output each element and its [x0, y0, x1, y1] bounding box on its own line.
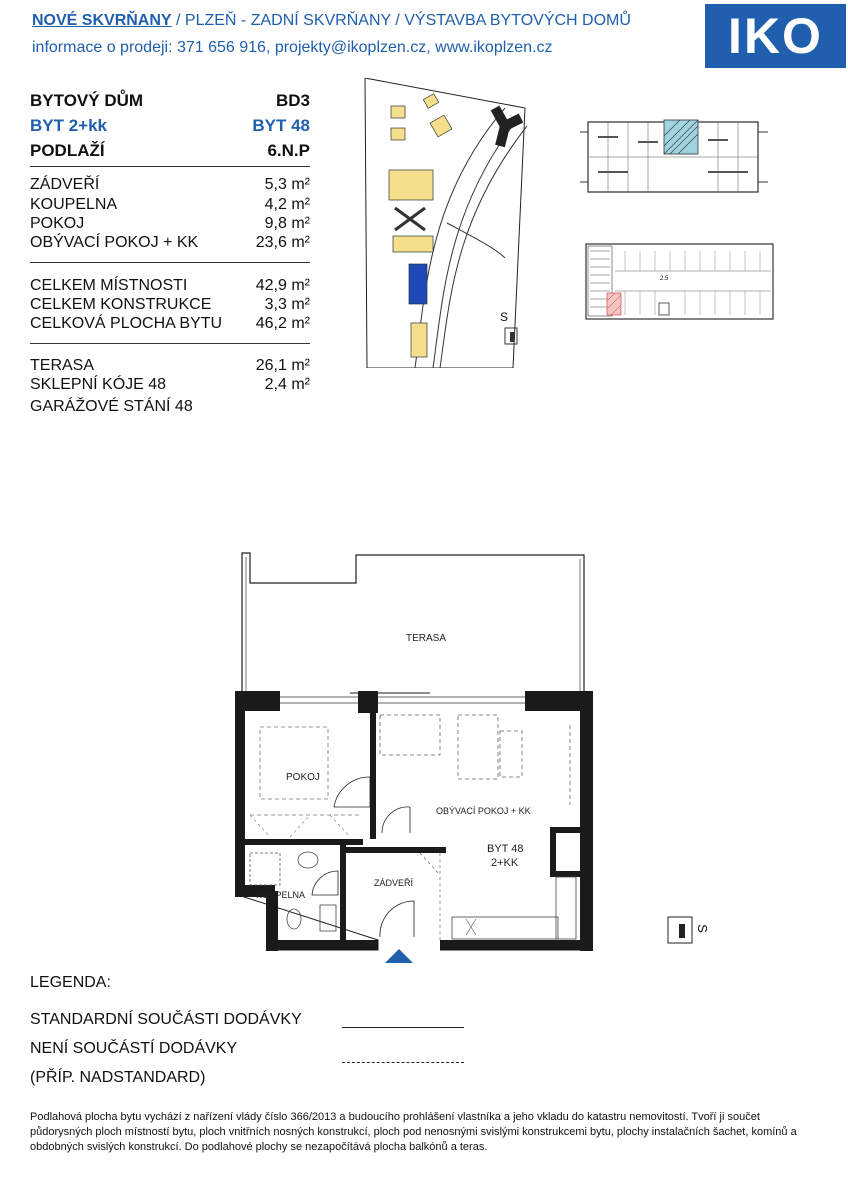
- room-label-unit: BYT 48: [487, 843, 524, 855]
- unit-row: [30, 116, 310, 136]
- garage-space-label: 2.5: [660, 276, 669, 282]
- total-area: 3,3 m²: [264, 296, 310, 313]
- extra-name: TERASA: [30, 357, 95, 374]
- project-subtitle: / PLZEŇ - ZADNÍ SKVRŇANY / VÝSTAVBA BYTOVÝCH DOMŮ: [171, 12, 631, 29]
- building-value: BD3: [275, 91, 310, 110]
- project-name[interactable]: NOVÉ SKVRŇANY: [32, 12, 172, 29]
- extra-row: [30, 357, 310, 375]
- separator: [30, 166, 310, 167]
- iko-logo: IKO: [705, 4, 846, 68]
- separator: [30, 343, 310, 344]
- legend-solid-line: [342, 1027, 464, 1028]
- room-row: [30, 234, 310, 252]
- legend-not-included: NENÍ SOUČÁSTÍ DODÁVKY: [30, 1040, 238, 1057]
- building-label: BYTOVÝ DŮM: [30, 91, 144, 110]
- room-label-living: OBÝVACÍ POKOJ + KK: [436, 806, 531, 816]
- contact-info: informace o prodeji: 371 656 916, projekty@ikoplzen.cz, www.ikoplzen.cz: [32, 39, 553, 56]
- legend-dashed-line: [342, 1062, 464, 1063]
- room-label-bathroom: KOUPELNA: [256, 890, 306, 900]
- total-name: CELKOVÁ PLOCHA BYTU: [30, 315, 223, 332]
- total-row: [30, 296, 310, 314]
- room-label-bedroom: POKOJ: [286, 772, 320, 783]
- room-name: KOUPELNA: [30, 196, 118, 213]
- room-area: 5,3 m²: [264, 176, 310, 193]
- extra-name: SKLEPNÍ KÓJE 48: [30, 376, 167, 393]
- room-area: 23,6 m²: [255, 234, 310, 251]
- room-area: 4,2 m²: [264, 196, 310, 213]
- room-row: [30, 196, 310, 214]
- separator: [30, 262, 310, 263]
- room-name: ZÁDVEŘÍ: [30, 176, 100, 193]
- floor-plan: [230, 545, 600, 965]
- site-plan: [355, 78, 535, 368]
- room-row: [30, 176, 310, 194]
- legend-title: LEGENDA:: [30, 974, 111, 991]
- room-area: 9,8 m²: [264, 215, 310, 232]
- extra-area: 26,1 m²: [255, 357, 310, 374]
- total-name: CELKEM MÍSTNOSTI: [30, 277, 188, 294]
- floor-row: [30, 141, 310, 161]
- floor-label: PODLAŽÍ: [30, 141, 105, 160]
- extra-row: [30, 376, 310, 394]
- room-label-unit-type: 2+KK: [491, 857, 519, 869]
- room-name: OBÝVACÍ POKOJ + KK: [30, 234, 199, 251]
- legend-optional: (PŘÍP. NADSTANDARD): [30, 1069, 206, 1086]
- extra-row: [30, 398, 310, 416]
- total-row: [30, 277, 310, 295]
- garage-plan: [585, 243, 775, 321]
- total-name: CELKEM KONSTRUKCE: [30, 296, 212, 313]
- unit-label: BYT 2+kk: [30, 116, 108, 135]
- building-row: [30, 91, 310, 111]
- total-area: 46,2 m²: [255, 315, 310, 332]
- unit-value: BYT 48: [252, 116, 310, 135]
- total-area: 42,9 m²: [255, 277, 310, 294]
- total-row: [30, 315, 310, 333]
- room-label-hall: ZÁDVEŘÍ: [374, 878, 414, 888]
- site-north-label: S: [500, 310, 509, 324]
- room-row: [30, 215, 310, 233]
- footnote: Podlahová plocha bytu vychází z nařízení vlády číslo 366/2013 a budoucího prohlášení vlastníka a jeho vkladu do katastru nemovitostí. Tvoří ji součet půdorysných ploch místností bytu, ploch vnitřních nosných konstrukcí, ploch pod nenosnými svislými konstrukcemi bytu, plochy instalačních šachet, komínů a obdobných svislých konstrukcí. Do podlahové plochy se nezapočítává plocha balkónů a teras.: [30, 1111, 797, 1153]
- north-label: S: [694, 924, 710, 933]
- north-symbol: [667, 916, 693, 944]
- floor-value: 6.N.P: [267, 141, 310, 160]
- header-title: [32, 12, 631, 30]
- floor-key-plan: [578, 112, 773, 202]
- room-name: POKOJ: [30, 215, 85, 232]
- legend-standard: STANDARDNÍ SOUČÁSTI DODÁVKY: [30, 1011, 302, 1028]
- extra-area: 2,4 m²: [264, 376, 310, 393]
- extra-name: GARÁŽOVÉ STÁNÍ 48: [30, 398, 193, 415]
- room-label-terrace: TERASA: [406, 633, 447, 644]
